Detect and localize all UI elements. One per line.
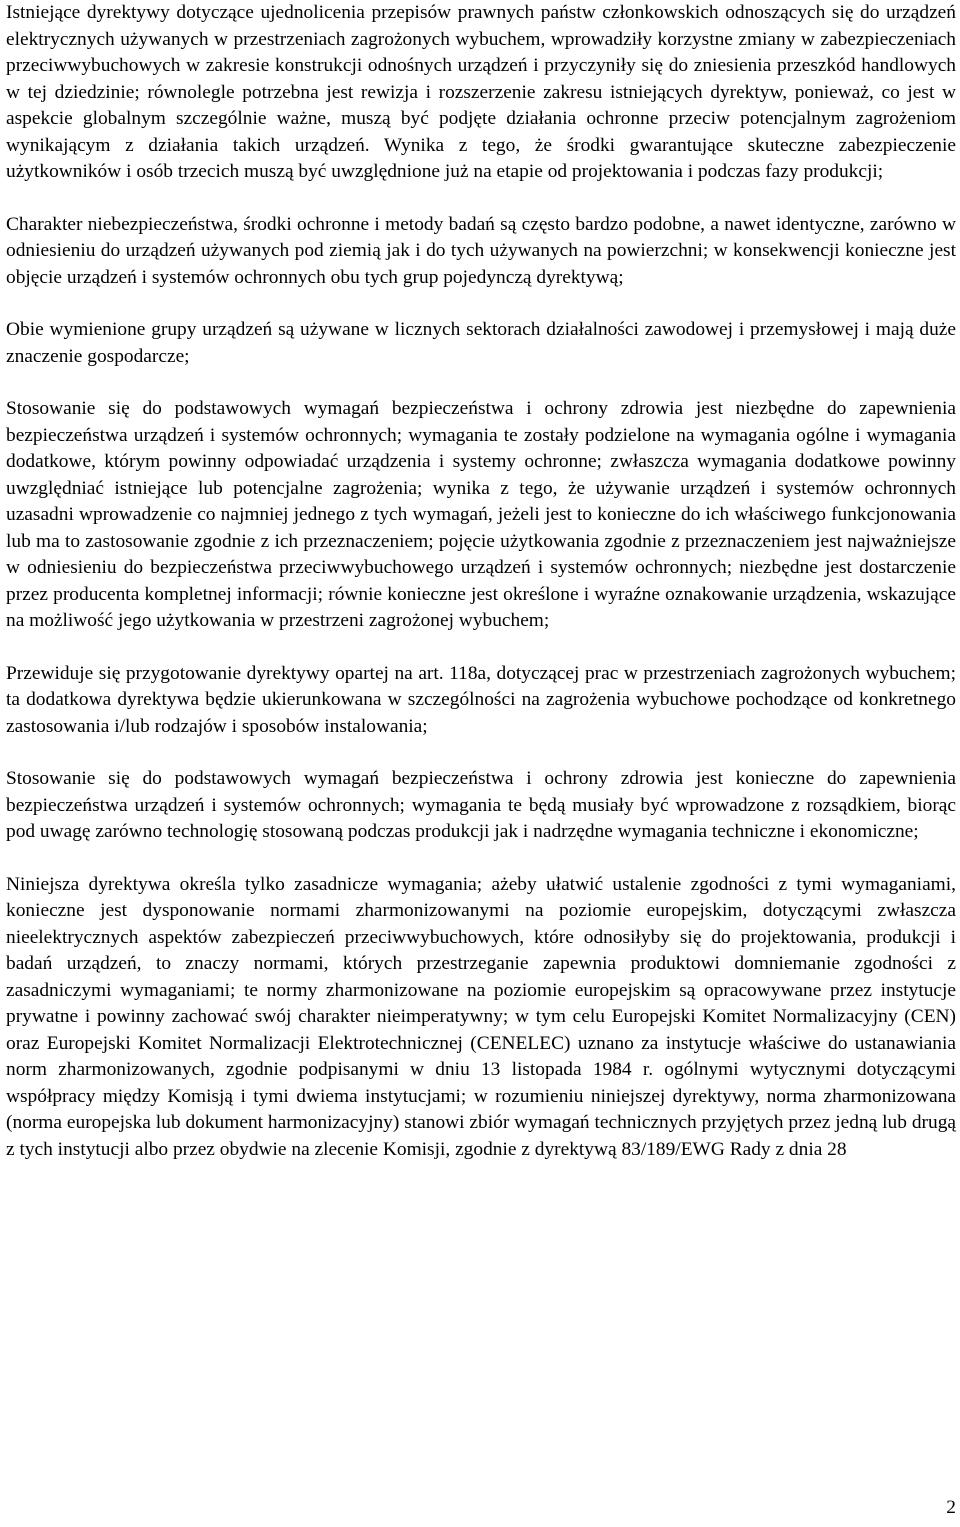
paragraph-7: Niniejsza dyrektywa określa tylko zasadnicze wymagania; ażeby ułatwić ustalenie zgodności z tymi wymaganiami, konieczne jest dysponowanie normami zharmonizowanymi na poziomie europejskim, dotyczącymi zwłaszcza nieelektrycznych aspektów zabezpieczeń przeciwwybuchowych, które odnosiłyby się do projektowania, produkcji i badań urządzeń, to znaczy normami, których przestrzeganie zapewnia produktowi domniemanie zgodności z zasadniczymi wymaganiami; te normy zharmonizowane na poziomie europejskim są opracowywane przez instytucje prywatne i powinny zachować swój charakter nieimperatywny; w tym celu Europejski Komitet Normalizacyjny (CEN) oraz Europejski Komitet Normalizacji Elektrotechnicznej (CENELEC) uznano za instytucje właściwe do ustanawiania norm zharmonizowanych, zgodnie podpisanymi w dniu 13 listopada 1984 r. ogólnymi wytycznymi dotyczącymi współpracy między Komisją i tymi dwiema instytucjami; w rozumieniu niniejszej dyrektywy, norma zharmonizowana (norma europejska lub dokument harmonizacyjny) stanowi zbiór wymagań technicznych przyjętych przez jedną lub drugą z tych instytucji albo przez obydwie na zlecenie Komisji, zgodnie z dyrektywą 83/189/EWG Rady z dnia 28: [6, 873, 956, 1160]
paragraph-3: Obie wymienione grupy urządzeń są używane w licznych sektorach działalności zawodowej i przemysłowej i mają duże znaczenie gospodarcze;: [6, 319, 956, 367]
paragraph-4: Stosowanie się do podstawowych wymagań bezpieczeństwa i ochrony zdrowia jest niezbędne do zapewnienia bezpieczeństwa urządzeń i systemów ochronnych; wymagania te zostały podzielone na wymagania ogólne i wymagania dodatkowe, którym powinny odpowiadać urządzenia i systemy ochronne; zwłaszcza wymagania dodatkowe powinny uwzględniać istniejące lub potencjalne zagrożenia; wynika z tego, że używanie urządzeń i systemów ochronnych uzasadni wprowadzenie co najmniej jednego z tych wymagań, jeżeli jest to konieczne do ich właściwego funkcjonowania lub ma to zastosowanie zgodnie z ich przeznaczeniem; pojęcie użytkowania zgodnie z przeznaczeniem jest najważniejsze w odniesieniu do bezpieczeństwa przeciwwybuchowego urządzeń i systemów ochronnych; niezbędne jest dostarczenie przez producenta kompletnej informacji; równie konieczne jest określone i wyraźne oznakowanie urządzenia, wskazujące na możliwość jego użytkowania w przestrzeni zagrożonej wybuchem;: [6, 398, 956, 631]
paragraph-1: Istniejące dyrektywy dotyczące ujednolicenia przepisów prawnych państw członkowskich odnoszących się do urządzeń elektrycznych używanych w przestrzeniach zagrożonych wybuchem, wprowadziły korzystne zmiany w zabezpieczeniach przeciwwybuchowych w zakresie konstrukcji odnośnych urządzeń i przyczyniły się do zniesienia przeszkód handlowych w tej dziedzinie; równolegle potrzebna jest rewizja i rozszerzenie zakresu istniejących dyrektyw, ponieważ, co jest w aspekcie globalnym szczególnie ważne, muszą być podjęte działania ochronne przeciw potencjalnym zagrożeniom wynikającym z działania takich urządzeń. Wynika z tego, że środki gwarantujące skuteczne zabezpieczenie użytkowników i osób trzecich muszą być uwzględnione już na etapie od projektowania i podczas fazy produkcji;: [6, 2, 956, 182]
paragraph-6: Stosowanie się do podstawowych wymagań bezpieczeństwa i ochrony zdrowia jest konieczne do zapewnienia bezpieczeństwa urządzeń i systemów ochronnych; wymagania te będą musiały być wprowadzone z rozsądkiem, biorąc pod uwagę zarówno technologię stosowaną podczas produkcji jak i nadrzędne wymagania techniczne i ekonomiczne;: [6, 768, 956, 842]
paragraph-5: Przewiduje się przygotowanie dyrektywy opartej na art. 118a, dotyczącej prac w przestrzeniach zagrożonych wybuchem; ta dodatkowa dyrektywa będzie ukierunkowana w szczególności na zagrożenia wybuchowe pochodzące od konkretnego zastosowania i/lub rodzajów i sposobów instalowania;: [6, 662, 956, 737]
page-number: 2: [946, 1497, 956, 1518]
document-page: [6, 0, 956, 1163]
paragraph-2: Charakter niebezpieczeństwa, środki ochronne i metody badań są często bardzo podobne, a nawet identyczne, zarówno w odniesieniu do urządzeń używanych pod ziemią jak i do tych używanych na powierzchni; w konsekwencji konieczne jest objęcie urządzeń i systemów ochronnych obu tych grup pojedynczą dyrektywą;: [6, 213, 956, 288]
